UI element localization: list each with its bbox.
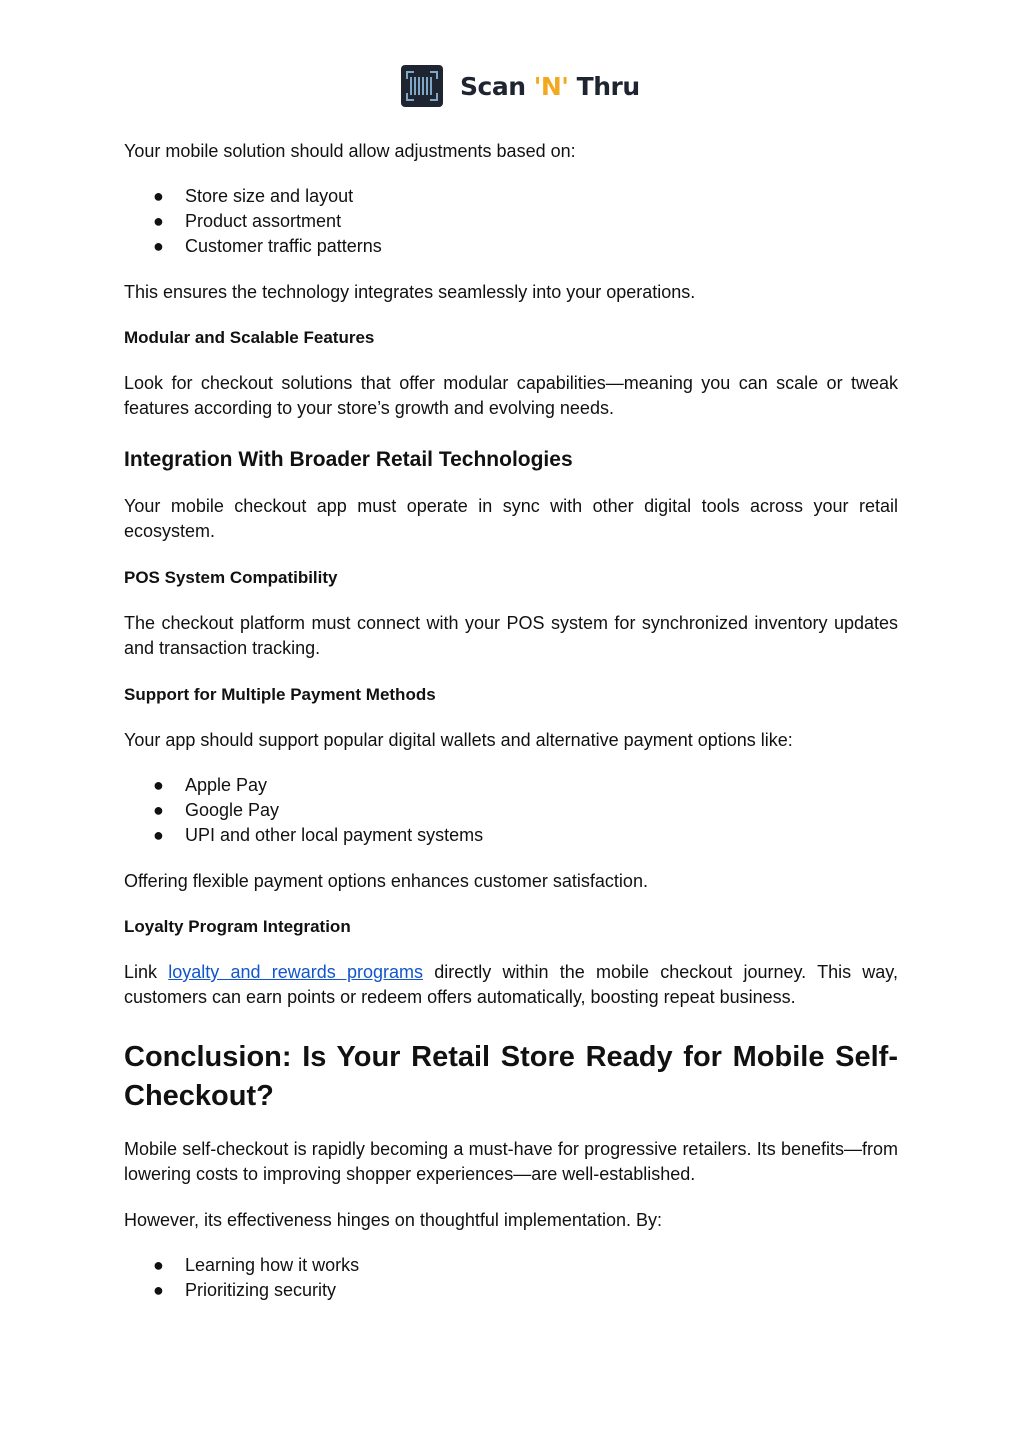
paragraph-modular: Look for checkout solutions that offer modular capabilities—meaning you can scale or tweak features according to your store’s growth and evolving needs.: [124, 373, 898, 418]
brand-name: Scan 'N' Thru: [460, 71, 640, 101]
paragraph-conclusion: Mobile self-checkout is rapidly becoming a must-have for progressive retailers. Its benefits—from lowering costs to improving shopper experiences—are well-established.: [124, 1139, 898, 1184]
paragraph-payment: Your app should support popular digital wallets and alternative payment options like:: [124, 730, 793, 750]
paragraph-flexible: Offering flexible payment options enhances customer satisfaction.: [124, 871, 648, 891]
heading-loyalty: Loyalty Program Integration: [124, 917, 351, 936]
barcode-scanner-icon: [401, 65, 443, 107]
list-item: ● Product assortment: [153, 211, 342, 231]
bullet-list-steps: [124, 1253, 898, 1303]
heading-conclusion: Conclusion: Is Your Retail Store Ready for Mobile Self-Checkout?: [124, 1041, 898, 1112]
list-item: ● Learning how it works: [153, 1255, 360, 1275]
list-item: ● Apple Pay: [153, 775, 268, 795]
loyalty-programs-link[interactable]: loyalty and rewards programs: [168, 962, 424, 982]
document-body: [124, 139, 898, 1303]
paragraph-loyalty: Link loyalty and rewards programs directly within the mobile checkout journey. This way, customers can earn points or redeem offers automatically, boosting repeat business.: [124, 962, 898, 1007]
heading-modular-features: Modular and Scalable Features: [124, 328, 375, 347]
bullet-list-adjustments: [124, 184, 898, 259]
list-item: ● Prioritizing security: [153, 1280, 337, 1300]
list-item: ● Customer traffic patterns: [153, 236, 382, 256]
paragraph-ensures: This ensures the technology integrates seamlessly into your operations.: [124, 282, 696, 302]
list-item: ● Store size and layout: [153, 186, 354, 206]
heading-payment-methods: Support for Multiple Payment Methods: [124, 685, 436, 704]
paragraph-intro: Your mobile solution should allow adjustments based on:: [124, 141, 576, 161]
heading-pos-compatibility: POS System Compatibility: [124, 568, 338, 587]
paragraph-however: However, its effectiveness hinges on thoughtful implementation. By:: [124, 1210, 662, 1230]
paragraph-pos: The checkout platform must connect with your POS system for synchronized inventory updates and transaction tracking.: [124, 613, 898, 658]
paragraph-integration: Your mobile checkout app must operate in sync with other digital tools across your retail ecosystem.: [124, 496, 898, 541]
bullet-list-payments: [124, 773, 898, 848]
heading-integration: Integration With Broader Retail Technologies: [124, 448, 573, 471]
brand-logo: [401, 65, 640, 107]
list-item: ● UPI and other local payment systems: [153, 825, 484, 845]
list-item: ● Google Pay: [153, 800, 280, 820]
